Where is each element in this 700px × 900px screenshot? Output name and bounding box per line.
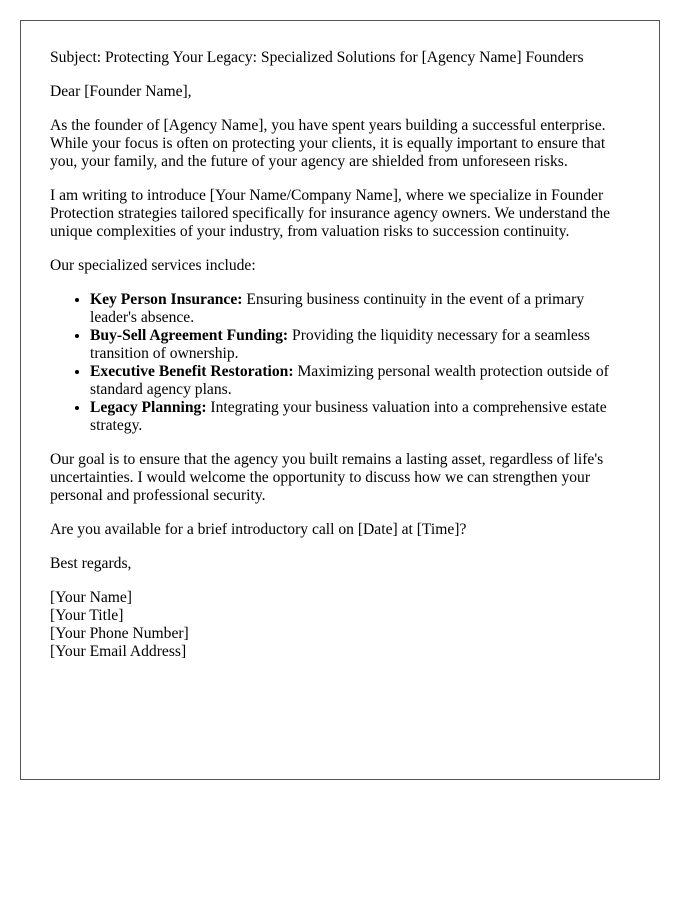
- signature-title: [Your Title]: [50, 607, 124, 624]
- goal-paragraph: Our goal is to ensure that the agency you built remains a lasting asset, regardless of life's uncertainties. I would welcome the opportunity to discuss how we can strengthen your personal and professional security.: [50, 451, 604, 504]
- introduction-paragraph: I am writing to introduce [Your Name/Company Name], where we specialize in Founder Protection strategies tailored specifically for insurance agency owners. We understand the unique complexities of your industry, from valuation risks to succession continuity.: [50, 187, 611, 240]
- call-to-action: Are you available for a brief introductory call on [Date] at [Time]?: [50, 521, 467, 538]
- service-item-legacy-planning: [90, 399, 635, 435]
- service-title: Legacy Planning:: [90, 399, 207, 416]
- letter-closing: Best regards,: [50, 555, 132, 572]
- signature-name: [Your Name]: [50, 589, 133, 606]
- intro-paragraph: As the founder of [Agency Name], you have spent years building a successful enterprise. While your focus is often on protecting your clients, it is equally important to ensure that you, your family, and the future of your agency are shielded from unforeseen risks.: [50, 117, 606, 170]
- service-item-executive-benefit: [90, 363, 635, 399]
- signature-phone: [Your Phone Number]: [50, 625, 189, 642]
- service-item-key-person: [90, 291, 635, 327]
- signature-email: [Your Email Address]: [50, 643, 187, 660]
- letter-subject: Subject: Protecting Your Legacy: Specialized Solutions for [Agency Name] Founders: [50, 49, 584, 66]
- services-list: [50, 291, 635, 435]
- service-title: Executive Benefit Restoration:: [90, 363, 294, 380]
- signature-block: [50, 589, 635, 661]
- services-heading: Our specialized services include:: [50, 257, 256, 274]
- service-title: Key Person Insurance:: [90, 291, 243, 308]
- service-description: Ensuring business continuity in the event of a primary leader's absence.: [90, 291, 585, 326]
- letter-frame: [20, 20, 660, 780]
- service-title: Buy-Sell Agreement Funding:: [90, 327, 289, 344]
- letter-body: [50, 49, 635, 661]
- service-item-buy-sell: [90, 327, 635, 363]
- letter-salutation: Dear [Founder Name],: [50, 83, 192, 100]
- service-description: Providing the liquidity necessary for a seamless transition of ownership.: [90, 327, 590, 362]
- service-description: Maximizing personal wealth protection outside of standard agency plans.: [90, 363, 609, 398]
- service-description: Integrating your business valuation into a comprehensive estate strategy.: [90, 399, 607, 434]
